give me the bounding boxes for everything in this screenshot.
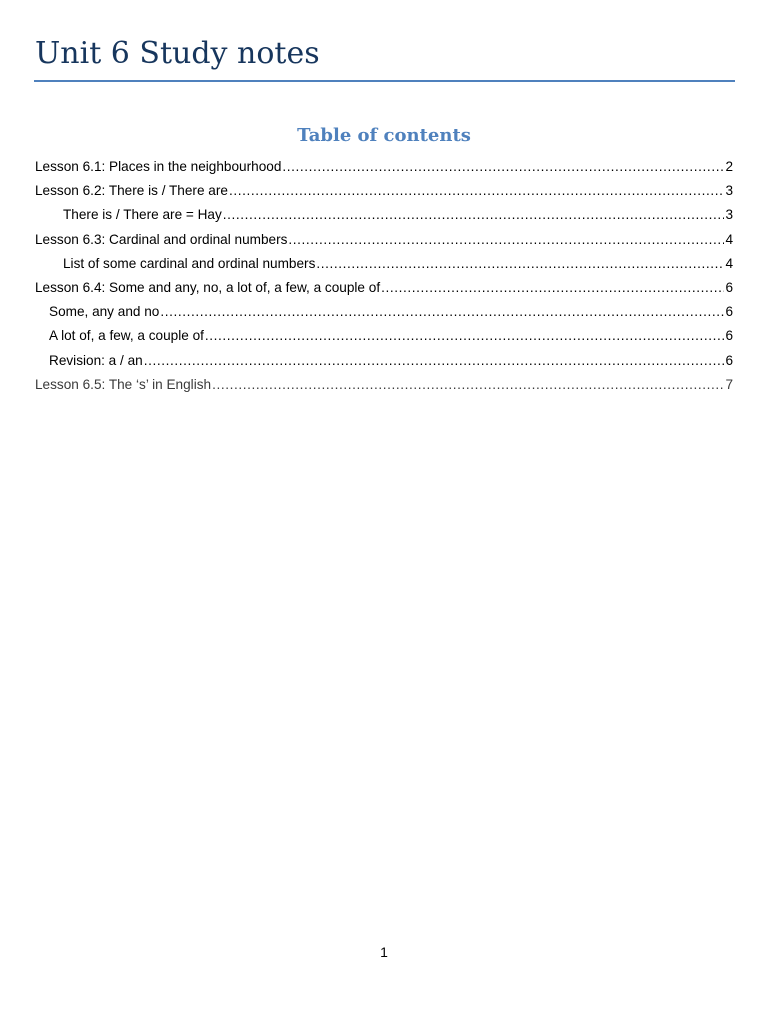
toc-entry-page: 7 (725, 376, 733, 392)
toc-entry-text: A lot of, a few, a couple of (49, 328, 204, 344)
toc-entry-text: Lesson 6.2: There is / There are (35, 183, 228, 199)
toc-entry-text: There is / There are = Hay (63, 207, 222, 223)
dot-leader (282, 155, 724, 179)
dot-leader (223, 203, 725, 227)
toc-heading: Table of contents (297, 125, 471, 146)
toc-entry-text: Lesson 6.1: Places in the neighbourhood (35, 159, 282, 174)
toc-entry-text: List of some cardinal and ordinal numbers (63, 255, 316, 271)
toc-entry-there-is-hay[interactable] (35, 203, 733, 227)
dot-leader (160, 300, 724, 324)
toc-entry-page: 4 (725, 231, 733, 247)
toc-entry-revision-a-an[interactable] (35, 349, 733, 373)
toc-entry-page: 2 (725, 159, 733, 174)
dot-leader (144, 349, 725, 373)
toc-entry-lesson-6-4[interactable] (35, 276, 733, 300)
toc-entry-a-lot-of[interactable] (35, 324, 733, 348)
toc-entry-page: 3 (725, 183, 733, 199)
toc-entry-text: Some, any and no (49, 304, 160, 320)
toc-entry-some-any-no[interactable] (35, 300, 733, 324)
dot-leader (288, 228, 724, 252)
toc-entry-text: Lesson 6.4: Some and any, no, a lot of, a few, a couple of (35, 279, 381, 295)
toc-entry-lesson-6-1[interactable] (35, 155, 733, 179)
toc-entry-lesson-6-3[interactable] (35, 228, 733, 252)
toc-entry-page: 3 (725, 207, 733, 223)
title-underline (34, 80, 735, 82)
page-number: 1 (380, 944, 388, 960)
dot-leader (229, 179, 724, 203)
toc-entry-lesson-6-2[interactable] (35, 179, 733, 203)
toc-entry-text: Lesson 6.3: Cardinal and ordinal numbers (35, 231, 288, 247)
document-title: Unit 6 Study notes (35, 36, 320, 71)
toc-entry-page: 6 (725, 352, 733, 368)
toc-entry-page: 6 (725, 328, 733, 344)
dot-leader (316, 252, 724, 276)
toc-entry-page: 6 (725, 279, 733, 295)
dot-leader (205, 324, 725, 348)
dot-leader (212, 373, 724, 397)
toc-entry-page: 4 (725, 255, 733, 271)
toc-entry-lesson-6-5[interactable] (35, 373, 733, 397)
toc-entry-page: 6 (725, 304, 733, 320)
toc-entry-text: Lesson 6.5: The ‘s’ in English (35, 376, 212, 392)
toc-entry-text: Revision: a / an (49, 352, 143, 368)
table-of-contents (35, 155, 733, 397)
toc-entry-number-list[interactable] (35, 252, 733, 276)
dot-leader (381, 276, 724, 300)
